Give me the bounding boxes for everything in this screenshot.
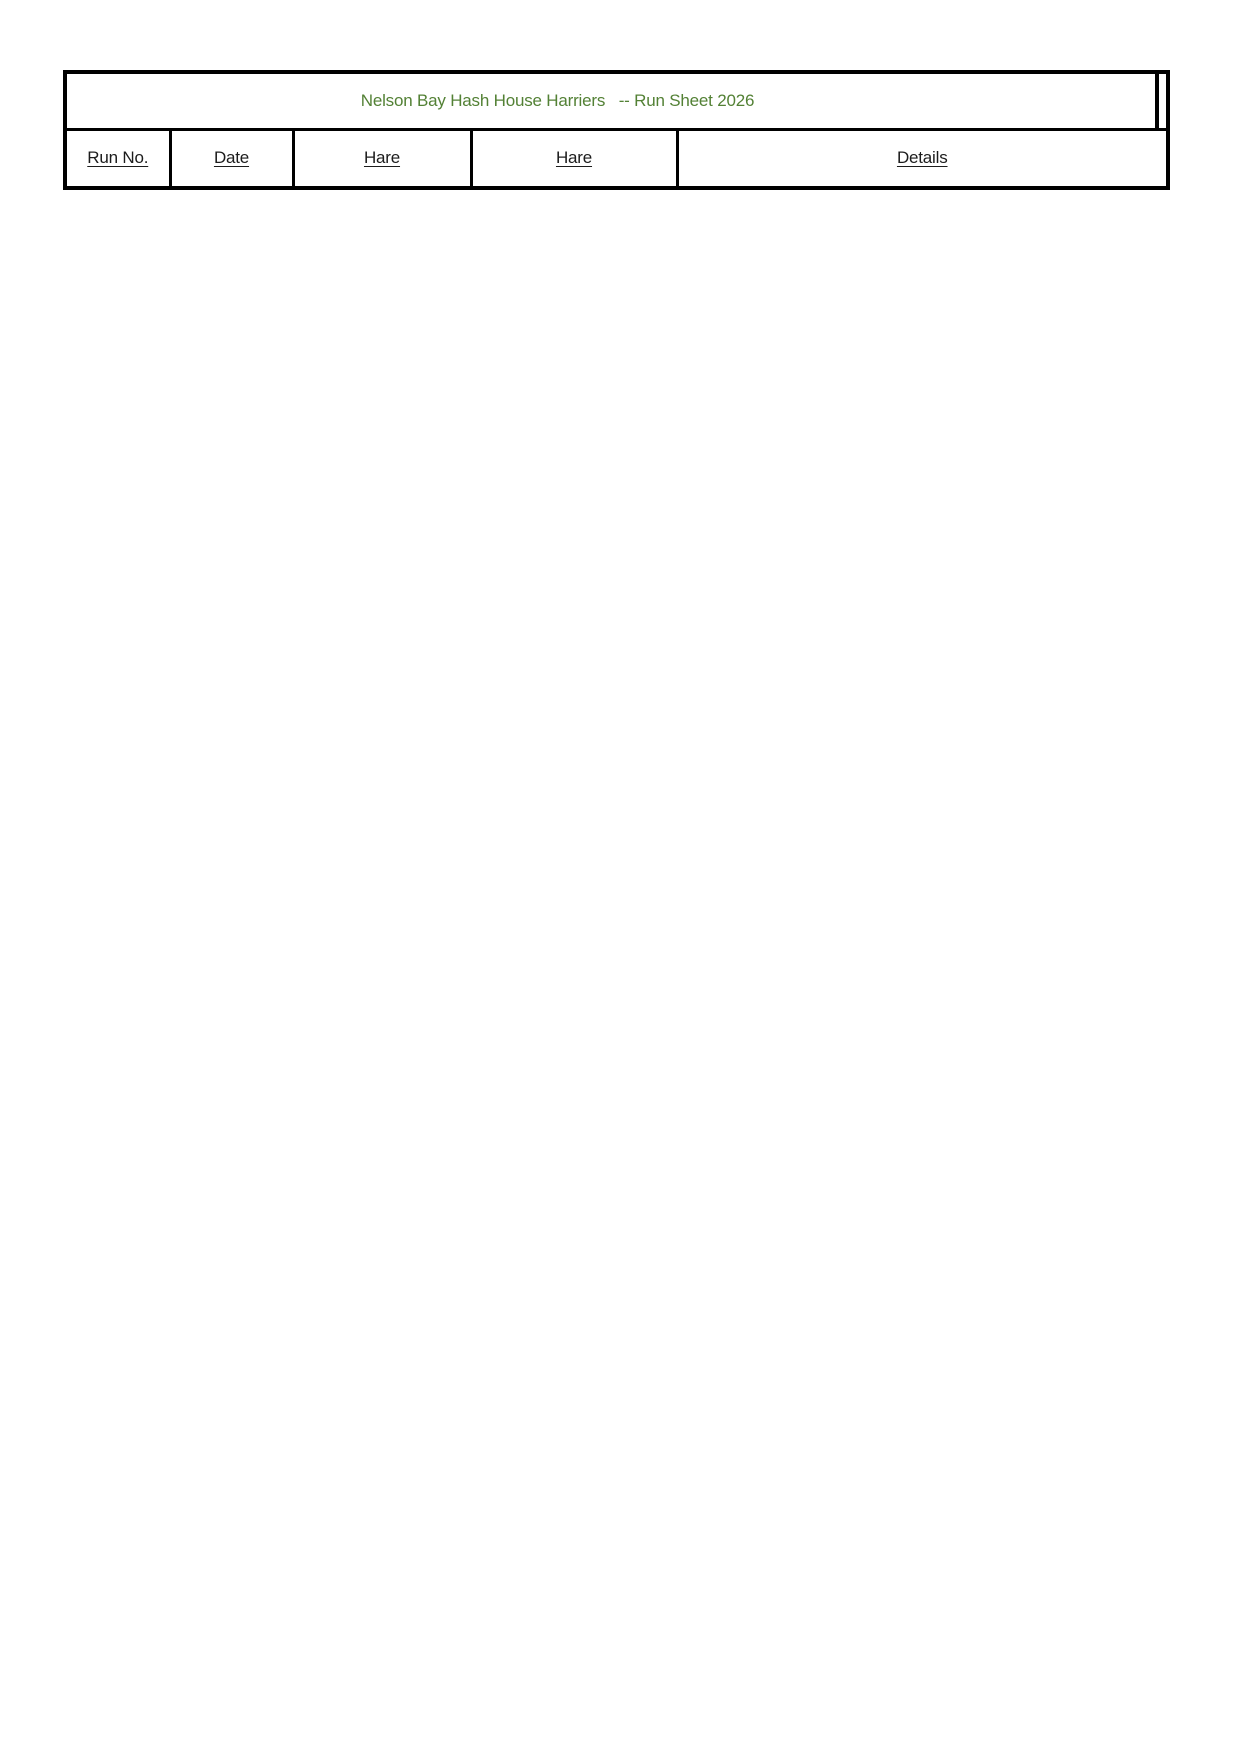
page-title [65, 72, 1168, 130]
column-header-details: Details [677, 130, 1168, 188]
column-header-hare-1: Hare [293, 130, 471, 188]
column-header-hare-2: Hare [471, 130, 677, 188]
column-header-date: Date [170, 130, 293, 188]
column-header-run-no: Run No. [65, 130, 170, 188]
page-title-text: Nelson Bay Hash House Harriers -- Run Sheet 2026 [360, 91, 755, 110]
title-inner-border-line [1155, 74, 1159, 128]
header-row [65, 130, 1168, 188]
run-sheet-table [63, 70, 1170, 190]
title-row [65, 72, 1168, 130]
